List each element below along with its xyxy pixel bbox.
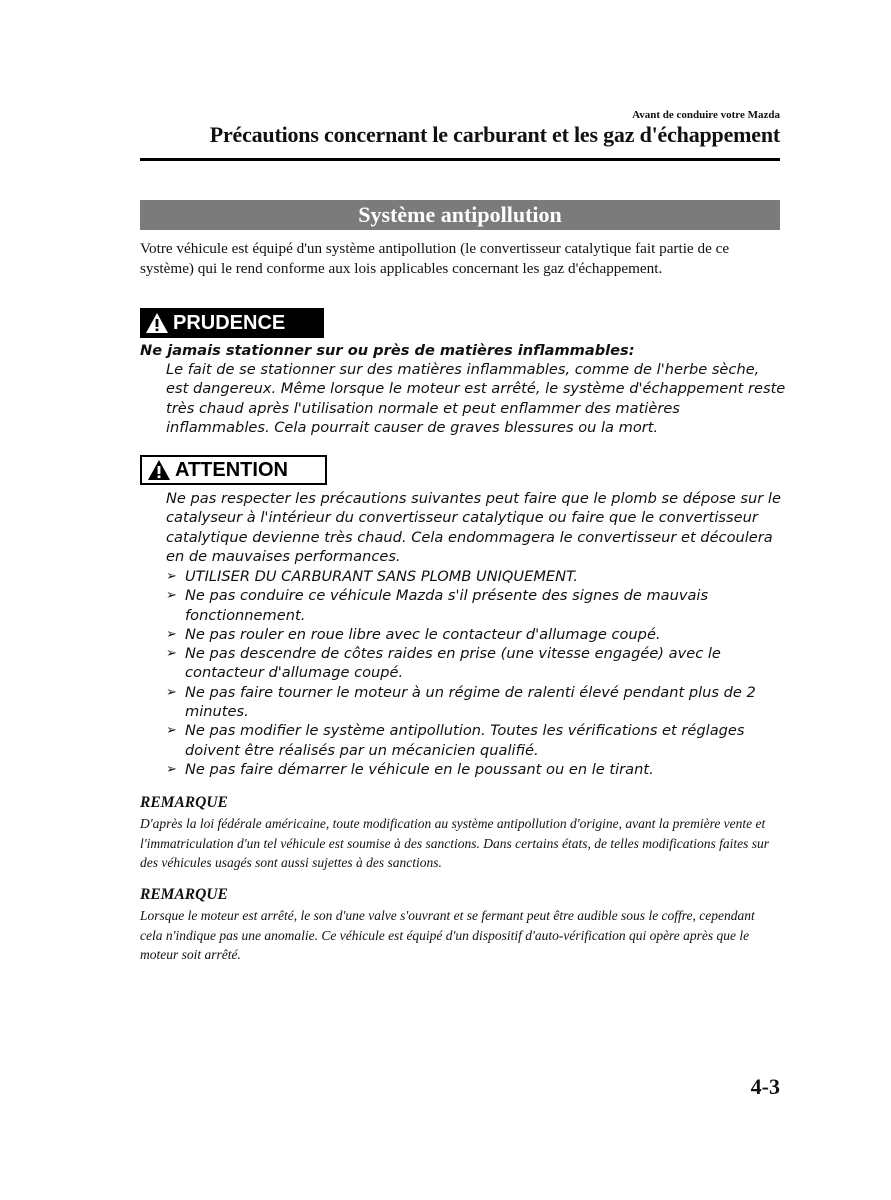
attention-body: Ne pas respecter les précautions suivantes peut faire que le plomb se dépose sur le catalyseur à l'intérieur du convertisseur catalytique ou faire que le convertisseur catalytique devienne très chaud. Cela endommagera le convertisseur et découlera en de mauvaises performances. bbox=[166, 490, 781, 565]
prudence-label bbox=[140, 308, 324, 338]
arrowhead-bullet-icon: ➢ bbox=[166, 626, 177, 642]
intro-paragraph: Votre véhicule est équipé d'un système antipollution (le convertisseur catalytique fait partie de ce système) qui le rend conforme aux lois applicables concernant les gaz d'échappement. bbox=[140, 240, 730, 277]
list-item: ➢ Ne pas modifier le système antipollution. Toutes les vérifications et réglages doivent être réalisés par un mécanicien qualifié. bbox=[166, 722, 745, 759]
page-title: Précautions concernant le carburant et les gaz d'échappement bbox=[209, 122, 780, 147]
warning-triangle-icon bbox=[147, 459, 171, 481]
arrowhead-bullet-icon: ➢ bbox=[166, 569, 177, 584]
arrowhead-bullet-icon: ➢ bbox=[166, 588, 177, 604]
page-number: 4-3 bbox=[750, 1074, 780, 1099]
attention-label bbox=[140, 455, 327, 485]
arrowhead-bullet-icon: ➢ bbox=[166, 646, 177, 662]
precautions-list bbox=[166, 567, 786, 779]
list-item: ➢ Ne pas conduire ce véhicule Mazda s'il présente des signes de mauvais fonctionnement. bbox=[166, 587, 709, 624]
remark-title: REMARQUE bbox=[140, 794, 228, 811]
list-item: ➢ UTILISER DU CARBURANT SANS PLOMB UNIQUEMENT. bbox=[166, 568, 578, 585]
prudence-body: Le fait de se stationner sur des matières inflammables, comme de l'herbe sèche, est dangereux. Même lorsque le moteur est arrêté, le système d'échappement reste très chaud après l'utilisation normale et peut enflammer des matières inflammables. Cela pourrait causer de graves blessures ou la mort. bbox=[166, 361, 786, 436]
list-item: ➢ Ne pas descendre de côtes raides en prise (une vitesse engagée) avec le contacteur d'allumage coupé. bbox=[166, 645, 721, 682]
arrowhead-bullet-icon: ➢ bbox=[166, 723, 177, 739]
arrowhead-bullet-icon: ➢ bbox=[166, 684, 177, 700]
warning-triangle-icon bbox=[145, 312, 169, 334]
prudence-label-text: PRUDENCE bbox=[173, 311, 286, 334]
list-item: ➢ Ne pas faire démarrer le véhicule en le poussant ou en le tirant. bbox=[166, 760, 654, 778]
list-item: ➢ Ne pas faire tourner le moteur à un régime de ralenti élevé pendant plus de 2 minutes. bbox=[166, 683, 756, 721]
header-divider bbox=[140, 158, 780, 161]
remark-body: Lorsque le moteur est arrêté, le son d'une valve s'ouvrant et se fermant peut être audible sous le coffre, cependant cela n'indique pas une anomalie. Ce véhicule est équipé d'un dispositif d'auto-vérification qui opère après que le moteur soit arrêté. bbox=[140, 908, 755, 962]
list-item: ➢ Ne pas rouler en roue libre avec le contacteur d'allumage coupé. bbox=[166, 625, 661, 643]
remark-title: REMARQUE bbox=[140, 886, 228, 903]
chapter-label: Avant de conduire votre Mazda bbox=[632, 109, 780, 121]
remark-body: D'après la loi fédérale américaine, toute modification au système antipollution d'origine, avant la première vente et l'immatriculation d'un tel véhicule est soumise à des sanctions. Dans certains états, de telles modifications faites sur des véhicules usagés sont aussi sujettes à des sanctions. bbox=[140, 816, 769, 870]
arrowhead-bullet-icon: ➢ bbox=[166, 761, 177, 777]
attention-label-text: ATTENTION bbox=[175, 458, 288, 481]
prudence-heading: Ne jamais stationner sur ou près de matières inflammables: bbox=[140, 342, 635, 359]
section-title-bar: Système antipollution bbox=[140, 200, 780, 230]
